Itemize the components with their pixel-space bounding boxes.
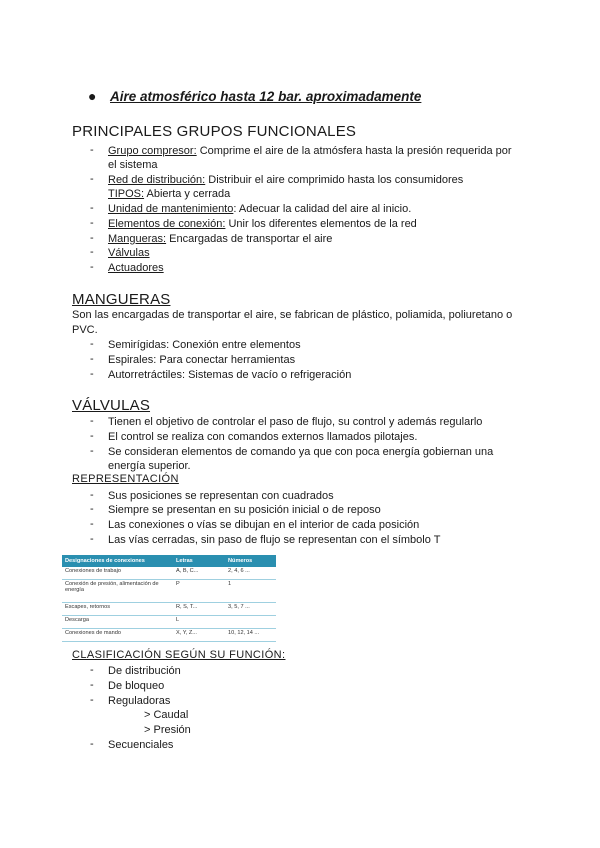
table-cell: Escapes, retornos	[62, 603, 173, 616]
dash: -	[90, 445, 94, 457]
dash: -	[90, 368, 94, 380]
list-item: Actuadores	[108, 262, 164, 274]
dash: -	[90, 694, 94, 706]
dash: -	[90, 246, 94, 258]
table-header: Letras	[173, 555, 225, 567]
designaciones-table	[62, 555, 276, 642]
table-header-row	[62, 555, 276, 567]
dash: -	[90, 217, 94, 229]
dash: -	[90, 489, 94, 501]
list-item: Tienen el objetivo de controlar el paso de flujo, su control y además regularlo	[108, 416, 483, 428]
table-cell: 1	[225, 580, 276, 603]
table-cell: 3, 5, 7 ...	[225, 603, 276, 616]
table-header: Números	[225, 555, 276, 567]
dash: -	[90, 353, 94, 365]
list-item: Mangueras: Encargadas de transportar el aire	[108, 233, 333, 245]
list-item: De distribución	[108, 665, 181, 677]
table-cell: P	[173, 580, 225, 603]
dash: -	[90, 338, 94, 350]
dash: -	[90, 430, 94, 442]
list-item: Sus posiciones se representan con cuadrados	[108, 490, 334, 502]
list-item: Las vías cerradas, sin paso de flujo se representan con el símbolo T	[108, 534, 441, 546]
table-row	[62, 580, 276, 603]
table-row	[62, 616, 276, 629]
list-item: Reguladoras	[108, 695, 171, 707]
table-cell: Conexiones de trabajo	[62, 567, 173, 580]
list-item: Válvulas	[108, 247, 150, 259]
list-item: Grupo compresor: Comprime el aire de la atmósfera hasta la presión requerida por	[108, 145, 512, 157]
list-item: Unidad de mantenimiento: Adecuar la calidad del aire al inicio.	[108, 203, 412, 215]
list-item-cont: el sistema	[108, 159, 158, 171]
sub-item: > Caudal	[144, 709, 189, 721]
table-row	[62, 603, 276, 616]
dash: -	[90, 533, 94, 545]
intro-bullet-text: Aire atmosférico hasta 12 bar. aproximadamente	[110, 89, 422, 104]
table-cell	[225, 616, 276, 629]
dash: -	[90, 144, 94, 156]
table-cell: 2, 4, 6 ...	[225, 567, 276, 580]
dash: -	[90, 518, 94, 530]
dash: -	[90, 664, 94, 676]
list-item: Semirígidas: Conexión entre elementos	[108, 339, 301, 351]
dash: -	[90, 415, 94, 427]
dash: -	[90, 173, 94, 185]
list-item: Se consideran elementos de comando ya que con poca energía gobiernan una	[108, 446, 494, 458]
list-item: Red de distribución: Distribuir el aire comprimido hasta los consumidores	[108, 174, 464, 186]
table-cell: R, S, T...	[173, 603, 225, 616]
table-cell: 10, 12, 14 ...	[225, 629, 276, 642]
table-cell: L	[173, 616, 225, 629]
principales-heading: PRINCIPALES GRUPOS FUNCIONALES	[72, 123, 357, 140]
dash: -	[90, 202, 94, 214]
list-item: Las conexiones o vías se dibujan en el interior de cada posición	[108, 519, 420, 531]
bullet-dot: ●	[88, 88, 97, 104]
list-item: Autorretráctiles: Sistemas de vacío o refrigeración	[108, 369, 352, 381]
mangueras-intro-cont: PVC.	[72, 324, 98, 336]
table-cell: Conexiones de mando	[62, 629, 173, 642]
dash: -	[90, 503, 94, 515]
sub-item: > Presión	[144, 724, 191, 736]
list-item: De bloqueo	[108, 680, 165, 692]
table-header: Designaciones de conexiones	[62, 555, 173, 567]
list-item: Elementos de conexión: Unir los diferentes elementos de la red	[108, 218, 417, 230]
table-cell: Conexión de presión, alimentación de energía	[62, 580, 173, 603]
list-item: Espirales: Para conectar herramientas	[108, 354, 296, 366]
table-cell: A, B, C...	[173, 567, 225, 580]
dash: -	[90, 261, 94, 273]
dash: -	[90, 679, 94, 691]
list-item: Siempre se presentan en su posición inicial o de reposo	[108, 504, 381, 516]
list-item-cont: TIPOS: Abierta y cerrada	[108, 188, 231, 200]
clasificacion-heading: CLASIFICACIÓN SEGÚN SU FUNCIÓN:	[72, 649, 286, 661]
table-cell: X, Y, Z...	[173, 629, 225, 642]
mangueras-heading: MANGUERAS	[72, 291, 171, 308]
dash: -	[90, 232, 94, 244]
list-item: El control se realiza con comandos externos llamados pilotajes.	[108, 431, 418, 443]
table-row	[62, 629, 276, 642]
list-item: Secuenciales	[108, 739, 174, 751]
mangueras-intro: Son las encargadas de transportar el aire, se fabrican de plástico, poliamida, poliuretano o	[72, 309, 513, 321]
representacion-heading: REPRESENTACIÓN	[72, 473, 179, 485]
dash: -	[90, 738, 94, 750]
list-item-cont: energía superior.	[108, 460, 191, 472]
valvulas-heading: VÁLVULAS	[72, 397, 151, 414]
table-row	[62, 567, 276, 580]
table-cell: Descarga	[62, 616, 173, 629]
